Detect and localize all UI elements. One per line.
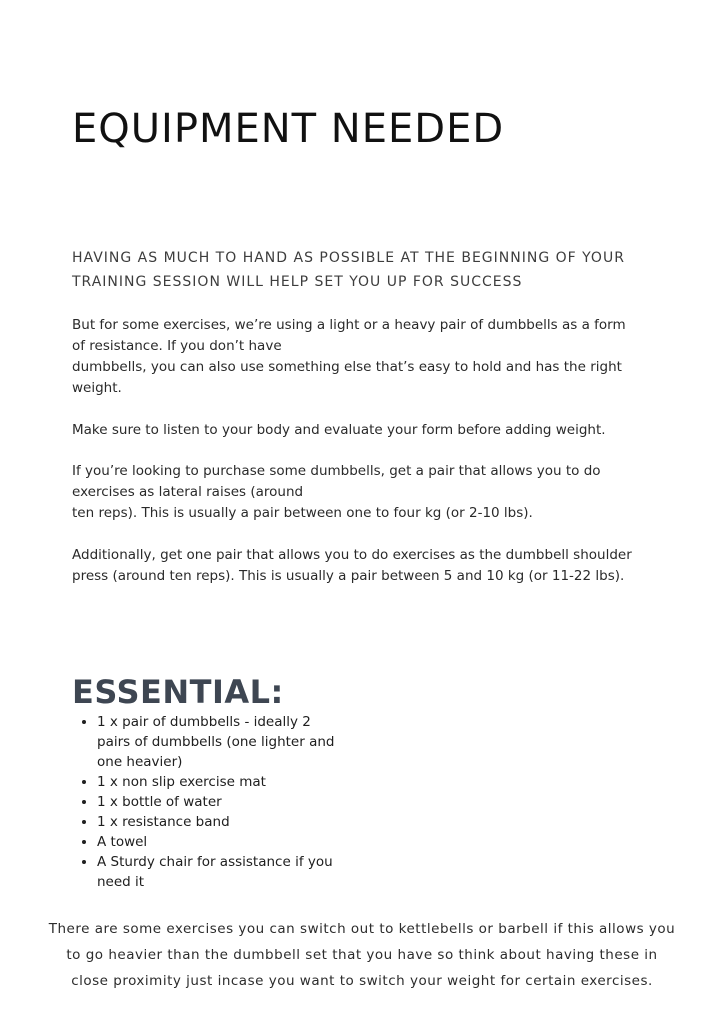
- paragraph-dumbbells-resistance: [72, 315, 642, 399]
- list-item: • 1 x bottle of water: [97, 792, 342, 812]
- paragraph-shoulder-press: Additionally, get one pair that allows you to do exercises as the dumbbell shoulder press (around ten reps). This is usually a pair between 5 and 10 kg (or 11-22 lbs).: [72, 547, 632, 584]
- list-item: • 1 x resistance band: [97, 812, 342, 832]
- page-subtitle: HAVING AS MUCH TO HAND AS POSSIBLE AT THE BEGINNING OF YOUR TRAINING SESSION WILL HELP SET YOU UP FOR SUCCESS: [72, 250, 625, 290]
- list-item: • 1 x non slip exercise mat: [97, 772, 342, 792]
- list-item: • A Sturdy chair for assistance if you need it: [97, 852, 342, 892]
- paragraph-line: If you’re looking to purchase some dumbbells, get a pair that allows you to do exercises as lateral raises (around: [72, 463, 601, 500]
- paragraph-line: But for some exercises, we’re using a light or a heavy pair of dumbbells as a form of resistance. If you don’t have: [72, 317, 626, 354]
- paragraph-purchase-dumbbells: [72, 461, 642, 524]
- paragraph-line: ten reps). This is usually a pair between one to four kg (or 2-10 lbs).: [72, 505, 533, 521]
- footer-note: There are some exercises you can switch out to kettlebells or barbell if this allows you to go heavier than the dumbbell set that you have so think about having these in close proximity just incase you want to switch your weight for certain exercises.: [48, 921, 676, 989]
- list-item: • 1 x pair of dumbbells - ideally 2 pairs of dumbbells (one lighter and one heavier): [97, 712, 342, 772]
- essential-list: [79, 712, 342, 892]
- paragraph-line: dumbbells, you can also use something else that’s easy to hold and has the right weight.: [72, 359, 622, 396]
- essential-heading: ESSENTIAL:: [72, 672, 284, 711]
- list-item: • A towel: [97, 832, 342, 852]
- page-title: EQUIPMENT NEEDED: [72, 105, 505, 152]
- paragraph-listen-to-body: Make sure to listen to your body and evaluate your form before adding weight.: [72, 422, 606, 438]
